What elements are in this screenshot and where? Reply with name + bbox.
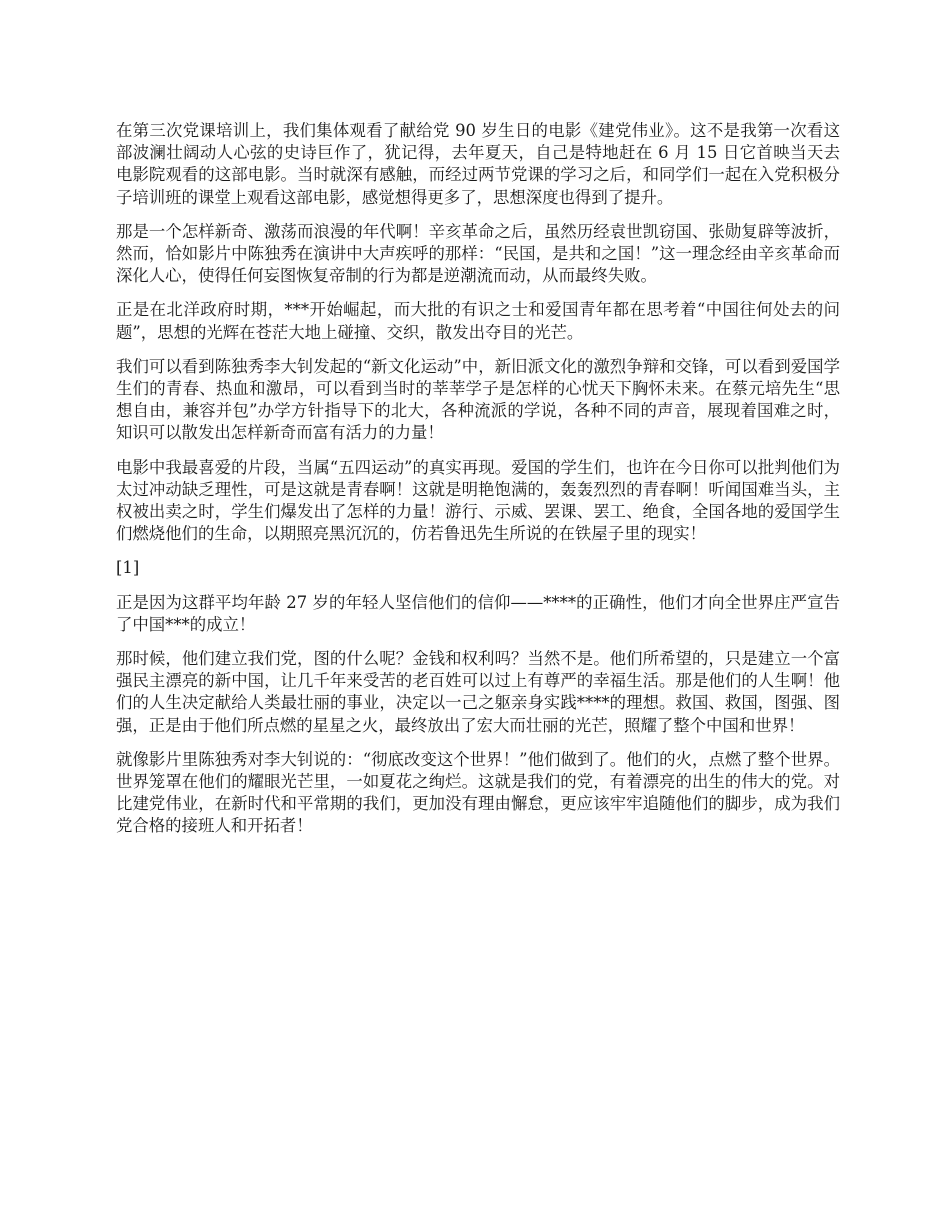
paragraph-3: 正是在北洋政府时期，***开始崛起，而大批的有识之士和爱国青年都在思考着“中国往何处去的问题”，思想的光辉在苍茫大地上碰撞、交织，散发出夺目的光芒。: [116, 300, 840, 342]
paragraph-5: 电影中我最喜爱的片段，当属“五四运动”的真实再现。爱国的学生们，也许在今日你可以批判他们为太过冲动缺乏理性，可是这就是青春啊！这就是明艳饱满的，轰轰烈烈的青春啊！听闻国难当头，主权被出卖之时，学生们爆发出了怎样的力量！游行、示威、罢课、罢工、绝食，全国各地的爱国学生们燃烧他们的生命，以期照亮黑沉沉的，仿若鲁迅先生所说的在铁屋子里的现实！: [116, 457, 840, 544]
footnote-marker: [1]: [116, 558, 140, 578]
paragraph-6: 正是因为这群平均年龄 27 岁的年轻人坚信他们的信仰——****的正确性，他们才向全世界庄严宣告了中国***的成立！: [116, 592, 840, 634]
paragraph-2: 那是一个怎样新奇、激荡而浪漫的年代啊！辛亥革命之后，虽然历经袁世凯窃国、张勋复辟等波折，然而，恰如影片中陈独秀在演讲中大声疾呼的那样：“民国，是共和之国！”这一理念经由辛亥革命而深化人心，使得任何妄图恢复帝制的行为都是逆潮流而动，从而最终失败。: [116, 221, 840, 286]
document-body: [116, 120, 840, 850]
paragraph-1: 在第三次党课培训上，我们集体观看了献给党 90 岁生日的电影《建党伟业》。这不是我第一次看这部波澜壮阔动人心弦的史诗巨作了，犹记得，去年夏天，自己是特地赶在 6 月 15 日它首映当天去电影院观看的这部电影。当时就深有感触，而经过两节党课的学习之后，和同学们一起在入党积极分子培训班的课堂上观看这部电影，感觉想得更多了，思想深度也得到了提升。: [116, 121, 840, 207]
paragraph-8: 就像影片里陈独秀对李大钊说的：“彻底改变这个世界！”他们做到了。他们的火，点燃了整个世界。世界笼罩在他们的耀眼光芒里，一如夏花之绚烂。这就是我们的党，有着漂亮的出生的伟大的党。对比建党伟业，在新时代和平常期的我们，更加没有理由懈怠，更应该牢牢追随他们的脚步，成为我们党合格的接班人和开拓者！: [116, 749, 840, 836]
paragraph-7: 那时候，他们建立我们党，图的什么呢？金钱和权利吗？当然不是。他们所希望的，只是建立一个富强民主漂亮的新中国，让几千年来受苦的老百姓可以过上有尊严的幸福生活。那是他们的人生啊！他们的人生决定献给人类最壮丽的事业，决定以一己之躯亲身实践****的理想。救国、救国，图强、图强，正是由于他们所点燃的星星之火，最终放出了宏大而壮丽的光芒，照耀了整个中国和世界！: [116, 649, 840, 735]
paragraph-4: 我们可以看到陈独秀李大钊发起的“新文化运动”中，新旧派文化的激烈争辩和交锋，可以看到爱国学生们的青春、热血和激昂，可以看到当时的莘莘学子是怎样的心忧天下胸怀未来。在蔡元培先生“思想自由，兼容并包”办学方针指导下的北大，各种流派的学说，各种不同的声音，展现着国难之时，知识可以散发出怎样新奇而富有活力的力量！: [116, 356, 840, 443]
